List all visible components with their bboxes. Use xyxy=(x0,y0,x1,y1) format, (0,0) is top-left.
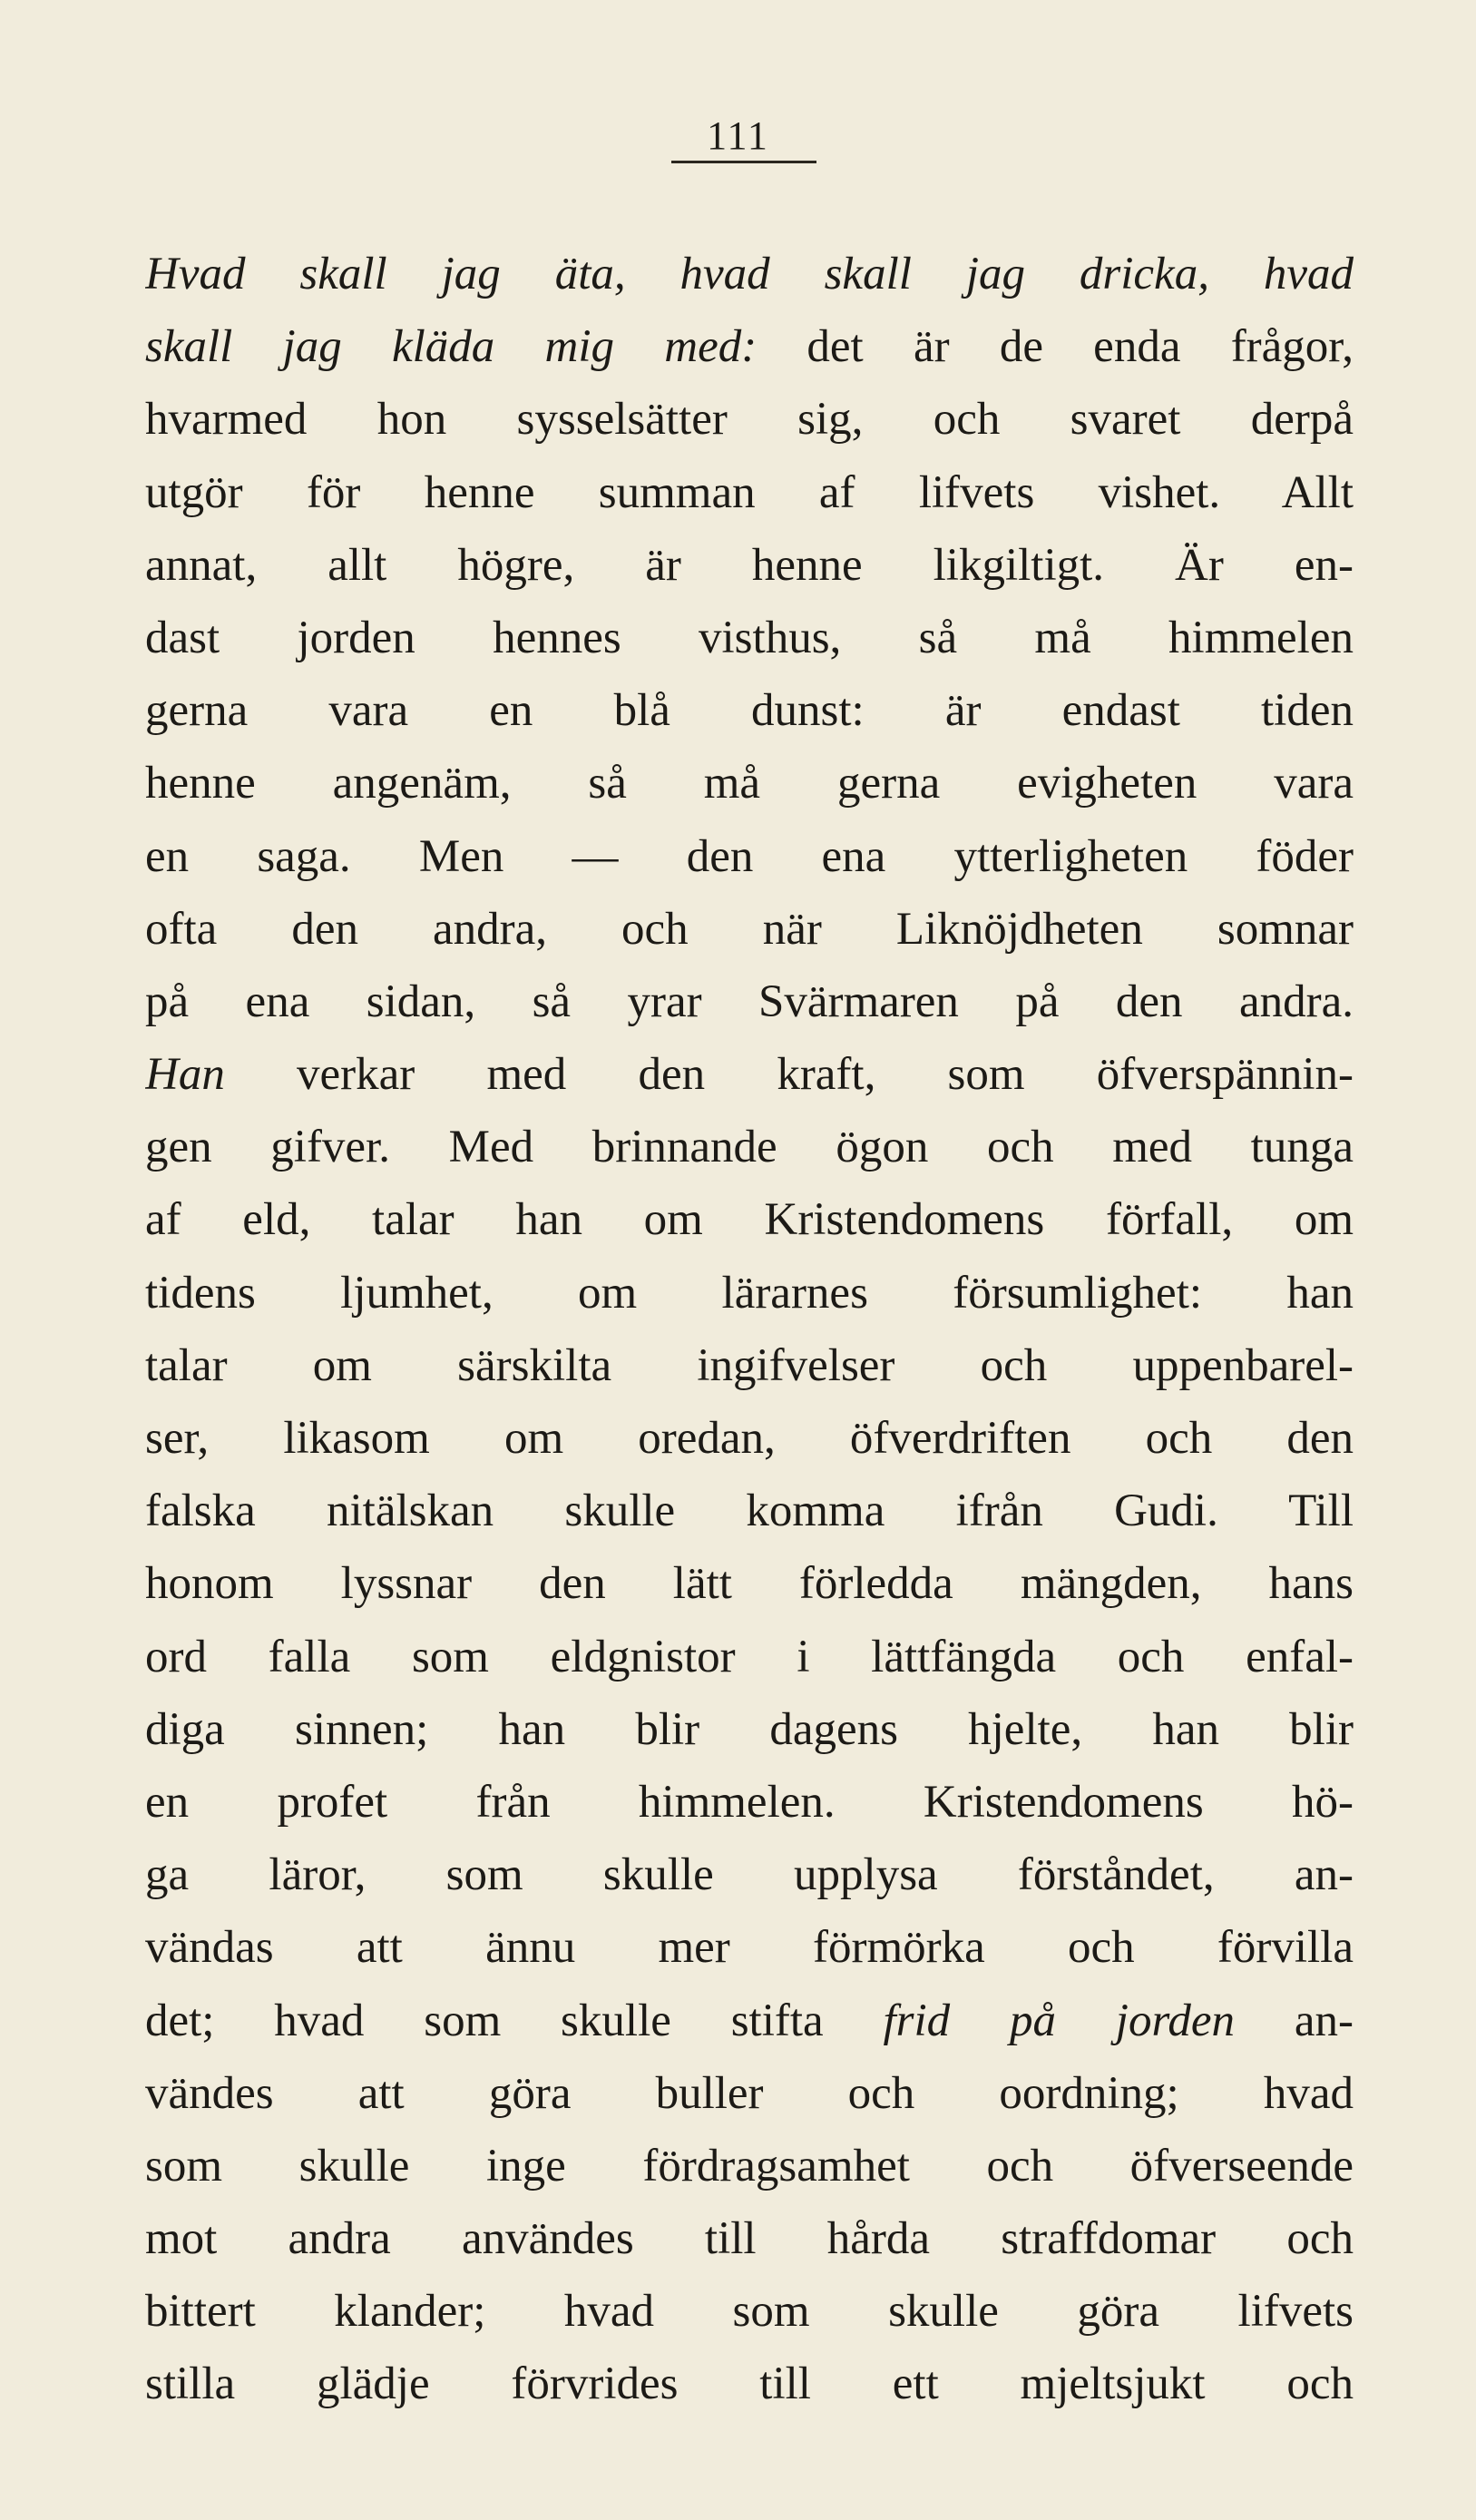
text-segment: ga läror, som skulle upplysa förståndet, an- xyxy=(145,1849,1354,1901)
text-segment: dast jorden hennes visthus, så må himmelen xyxy=(145,612,1354,663)
text-segment: bittert klander; hvad som skulle göra lifvets xyxy=(145,2286,1354,2338)
text-line xyxy=(145,383,1354,456)
text-line xyxy=(145,310,1354,383)
text-line xyxy=(145,1402,1354,1475)
text-segment: en profet från himmelen. Kristendomens hö- xyxy=(145,1776,1354,1828)
text-line xyxy=(145,2130,1354,2202)
text-segment: mot andra användes till hårda straffdomar och xyxy=(145,2213,1354,2265)
text-line xyxy=(145,1621,1354,1693)
text-segment: hvarmed hon sysselsätter sig, och svaret derpå xyxy=(145,394,1354,446)
text-segment: af eld, talar han om Kristendomens förfall, om xyxy=(145,1194,1354,1246)
text-segment: det är de enda frågor, xyxy=(757,321,1354,373)
text-segment: stilla glädje förvrides till ett mjeltsjukt och xyxy=(145,2358,1354,2410)
text-segment: vändas att ännu mer förmörka och förvilla xyxy=(145,1922,1354,1974)
text-segment: honom lyssnar den lätt förledda mängden, hans xyxy=(145,1558,1354,1610)
text-line xyxy=(145,456,1354,529)
text-line xyxy=(145,674,1354,747)
page-number: 111 xyxy=(707,113,769,158)
text-line xyxy=(145,2348,1354,2420)
text-segment: gerna vara en blå dunst: är endast tiden xyxy=(145,685,1354,737)
text-line xyxy=(145,1257,1354,1329)
text-segment: verkar med den kraft, som öfverspännin- xyxy=(224,1049,1354,1101)
text-segment: ofta den andra, och när Liknöjdheten somnar xyxy=(145,903,1354,955)
text-line xyxy=(145,1693,1354,1766)
text-segment: det; hvad som skulle stifta xyxy=(145,1995,884,2046)
text-segment: diga sinnen; han blir dagens hjelte, han blir xyxy=(145,1703,1354,1755)
text-line xyxy=(145,747,1354,819)
text-segment: som skulle inge fördragsamhet och öfverseende xyxy=(145,2140,1354,2192)
text-line xyxy=(145,966,1354,1038)
text-segment: på ena sidan, så yrar Svärmaren på den andra. xyxy=(145,976,1354,1027)
text-segment: ord falla som eldgnistor i lättfängda och enfal- xyxy=(145,1631,1354,1682)
text-segment: tidens ljumhet, om lärarnes försumlighet: han xyxy=(145,1267,1354,1319)
text-line xyxy=(145,529,1354,602)
body-text xyxy=(145,238,1354,2421)
text-line xyxy=(145,238,1354,310)
text-segment: henne angenäm, så må gerna evigheten vara xyxy=(145,758,1354,809)
text-line xyxy=(145,1547,1354,1620)
text-line xyxy=(145,2202,1354,2275)
text-segment: annat, allt högre, är henne likgiltigt. Är en- xyxy=(145,539,1354,591)
text-line xyxy=(145,1766,1354,1839)
header-rule xyxy=(671,161,816,163)
italic-text-segment: Han xyxy=(145,1049,225,1101)
text-line xyxy=(145,820,1354,893)
italic-text-segment: skall jag kläda mig med: xyxy=(145,321,758,373)
text-segment: an- xyxy=(1235,1995,1354,2046)
text-line xyxy=(145,1111,1354,1183)
text-segment: talar om särskilta ingifvelser och uppenbarel- xyxy=(145,1339,1354,1391)
text-line xyxy=(145,1038,1354,1111)
text-line xyxy=(145,1183,1354,1256)
text-line xyxy=(145,2057,1354,2130)
text-line xyxy=(145,2275,1354,2348)
text-segment: gen gifver. Med brinnande ögon och med tunga xyxy=(145,1122,1354,1173)
text-segment: utgör för henne summan af lifvets vishet. Allt xyxy=(145,466,1354,518)
text-segment: falska nitälskan skulle komma ifrån Gudi. Till xyxy=(145,1486,1354,1537)
text-line xyxy=(145,1911,1354,1984)
italic-text-segment: Hvad skall jag äta, hvad skall jag dricka, hvad xyxy=(145,249,1354,299)
text-line xyxy=(145,1839,1354,1911)
italic-text-segment: frid på jorden xyxy=(883,1995,1236,2046)
text-segment: vändes att göra buller och oordning; hvad xyxy=(145,2067,1354,2119)
text-line xyxy=(145,602,1354,674)
text-line xyxy=(145,1475,1354,1547)
text-segment: en saga. Men — den ena ytterligheten föder xyxy=(145,830,1354,882)
text-line xyxy=(145,1329,1354,1402)
text-line xyxy=(145,893,1354,966)
text-segment: ser, likasom om oredan, öfverdriften och den xyxy=(145,1413,1354,1464)
text-line xyxy=(145,1985,1354,2057)
